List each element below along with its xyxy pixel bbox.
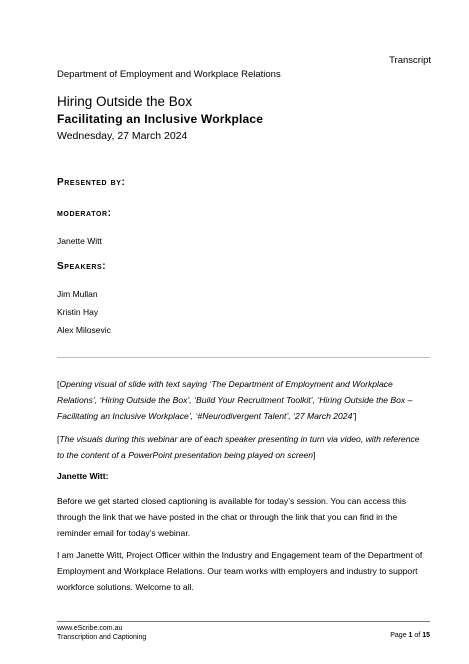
moderator-heading: moderator:	[57, 208, 112, 219]
department-name: Department of Employment and Workplace Relations	[57, 69, 281, 80]
footer-tagline: Transcription and Captioning	[57, 634, 147, 642]
visual-description-2: [The visuals during this webinar are of each speaker presenting in turn via video, with reference to the content of a PowerPoint presentation being played on screen]	[57, 434, 420, 460]
presented-by-heading: Presented by:	[57, 177, 126, 188]
speaker-name: Alex Milosevic	[57, 325, 111, 335]
event-title: Hiring Outside the Box	[57, 94, 193, 109]
footer-divider	[57, 621, 430, 622]
speaker-label: Janette Witt:	[57, 471, 109, 481]
speaker-name: Kristin Hay	[57, 307, 99, 317]
visual-description-2-text: The visuals during this webinar are of each speaker presenting in turn via video, with reference to the content of a PowerPoint presentation being played on screen	[57, 434, 420, 460]
document-type-label: Transcript	[389, 55, 431, 66]
visual-description-1: [Opening visual of slide with text saying ‘The Department of Employment and Workplace Relations’, ‘Hiring Outside the Box’, ‘Build Your Recruitment Toolkit’, ‘Hiring Outside the Box – Facilitating an Inclusive Workplace’, ‘#Neurodivergent Talent’, ‘27 March 2024’]	[57, 379, 413, 421]
footer-website: www.eScribe.com.au	[57, 625, 123, 632]
section-divider	[57, 357, 430, 358]
page-number: Page 1 of 15	[390, 632, 430, 639]
moderator-name: Janette Witt	[57, 236, 102, 246]
transcript-paragraph: Before we get started closed captioning is available for today’s session. You can access this through the link that we have posted in the chat or through the link that you can find in the reminder email for today’s webinar.	[57, 496, 407, 538]
speaker-name: Jim Mullan	[57, 289, 98, 299]
event-date: Wednesday, 27 March 2024	[57, 130, 188, 142]
event-subtitle: Facilitating an Inclusive Workplace	[57, 112, 264, 126]
speakers-heading: Speakers:	[57, 261, 107, 272]
transcript-paragraph: I am Janette Witt, Project Officer within the Industry and Engagement team of the Department of Employment and Workplace Relations. Our team works with employers and industry to support workforce solutions. Welcome to all.	[57, 550, 423, 592]
footer-company	[57, 624, 146, 643]
visual-description-1-text: Opening visual of slide with text saying ‘The Department of Employment and Workplace Relations’, ‘Hiring Outside the Box’, ‘Build Your Recruitment Toolkit’, ‘Hiring Outside the Box – Facilitating an Inclusive Workplace’, ‘#Neurodivergent Talent’, ‘27 March 2024’	[57, 379, 413, 421]
